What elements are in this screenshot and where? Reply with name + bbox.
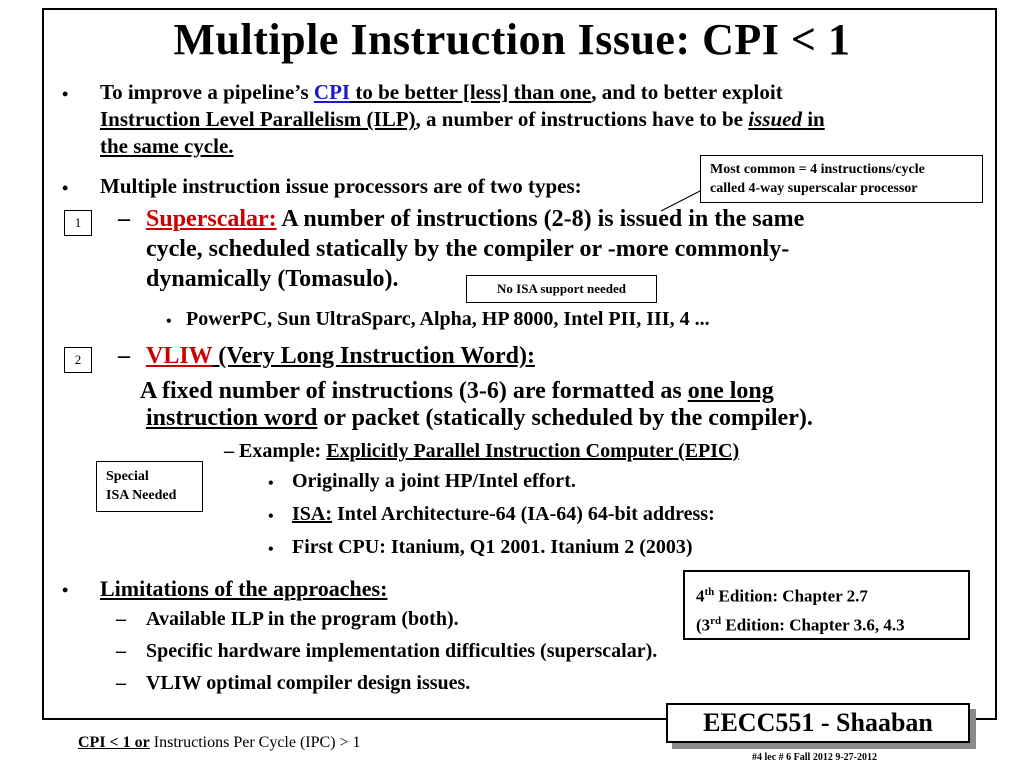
superscalar-line1 — [146, 206, 804, 233]
bullet1-text-b: to be better [less] than one — [350, 80, 592, 104]
bullet1-text-a: To improve a pipeline’s — [100, 80, 314, 104]
example-prefix: Example: — [239, 440, 327, 462]
vliw-one-long: one long — [687, 378, 774, 404]
bullet-dot: • — [62, 178, 69, 198]
edition-line2: (3rd Edition: Chapter 3.6, 4.3 — [696, 614, 905, 635]
type-number-2: 2 — [64, 347, 92, 373]
issued-term: issued — [748, 107, 802, 131]
bullet-dot: • — [62, 84, 69, 104]
superscalar-label: Superscalar: — [146, 206, 277, 232]
limitations-heading: Limitations of the approaches: — [100, 576, 388, 601]
footer-slide-info: #4 lec # 6 Fall 2012 9-27-2012 — [752, 752, 877, 763]
callout-most-common — [700, 155, 983, 203]
limitation-item: VLIW optimal compiler design issues. — [146, 672, 471, 694]
cpi-link[interactable]: CPI — [313, 80, 351, 104]
superscalar-dash: – — [118, 206, 130, 232]
epic-sub2 — [292, 503, 715, 526]
limitation-item: Available ILP in the program (both). — [146, 608, 459, 630]
vliw-instruction-word: instruction word — [146, 405, 318, 431]
footer-cpi: CPI < 1 or — [78, 734, 150, 751]
vliw-dash: – — [118, 343, 130, 369]
bullet1-line1 — [100, 80, 783, 105]
edition-line1: 4th Edition: Chapter 2.7 — [696, 586, 868, 606]
bullet-dot: • — [62, 580, 69, 600]
special-line1: Special — [106, 469, 149, 484]
slide-title: Multiple Instruction Issue: CPI < 1 — [173, 15, 851, 64]
sub-bullet-dot: • — [268, 475, 274, 492]
superscalar-line3: dynamically (Tomasulo). — [146, 266, 399, 292]
edition-reference-box — [683, 570, 970, 640]
vliw-label: VLIW — [146, 343, 213, 369]
callout-line2: called 4-way superscalar processor — [710, 181, 918, 196]
bullet1-text-c: , and to better exploit — [591, 80, 783, 104]
limitation-dash: – — [116, 640, 126, 662]
example-dash: – — [224, 440, 234, 462]
vliw-line1 — [140, 378, 774, 405]
special-isa-box — [96, 461, 203, 512]
special-line2: ISA Needed — [106, 488, 177, 503]
epic-term: Explicitly Parallel Instruction Computer (EPIC) — [326, 440, 740, 462]
sub-bullet-dot: • — [268, 541, 274, 558]
bullet1-line3: the same cycle. — [100, 134, 234, 158]
epic-sub3: First CPU: Itanium, Q1 2001. Itanium 2 (2003) — [292, 536, 693, 558]
isa-text: Intel Architecture-64 (IA-64) 64-bit address: — [332, 503, 715, 525]
sub-bullet-dot: • — [166, 313, 172, 330]
bullet2-text: Multiple instruction issue processors are of two types: — [100, 174, 582, 198]
limitation-dash: – — [116, 608, 126, 630]
footer-ipc: Instructions Per Cycle (IPC) > 1 — [149, 734, 361, 751]
ilp-term: Instruction Level Parallelism (ILP) — [100, 107, 416, 131]
sub-bullet-dot: • — [268, 508, 274, 525]
vliw-heading — [146, 343, 535, 370]
no-isa-support-box: No ISA support needed — [466, 275, 657, 303]
vliw-line2 — [146, 405, 813, 432]
vliw-text1: A fixed number of instructions (3-6) are formatted as — [140, 378, 688, 404]
vliw-text2: or packet (statically scheduled by the compiler). — [317, 405, 813, 431]
limitation-dash: – — [116, 672, 126, 694]
vliw-example — [224, 440, 739, 463]
course-logo: EECC551 - Shaaban — [666, 703, 970, 743]
superscalar-text1: A number of instructions (2-8) is issued in the same — [276, 206, 805, 232]
superscalar-line2: cycle, scheduled statically by the compiler or -more commonly- — [146, 236, 790, 262]
footer-cpi-note — [78, 734, 361, 752]
bullet1-line2 — [100, 107, 825, 132]
vliw-label-rest: (Very Long Instruction Word): — [212, 343, 535, 369]
callout-line1: Most common = 4 instructions/cycle — [710, 162, 925, 177]
limitation-item: Specific hardware implementation difficulties (superscalar). — [146, 640, 658, 662]
isa-label: ISA: — [292, 503, 333, 525]
bullet1-text-d: , a number of instructions have to be — [415, 107, 749, 131]
epic-sub1: Originally a joint HP/Intel effort. — [292, 470, 576, 492]
type-number-1: 1 — [64, 210, 92, 236]
bullet1-text-in: in — [801, 107, 825, 131]
superscalar-examples: PowerPC, Sun UltraSparc, Alpha, HP 8000, Intel PII, III, 4 ... — [186, 308, 710, 330]
